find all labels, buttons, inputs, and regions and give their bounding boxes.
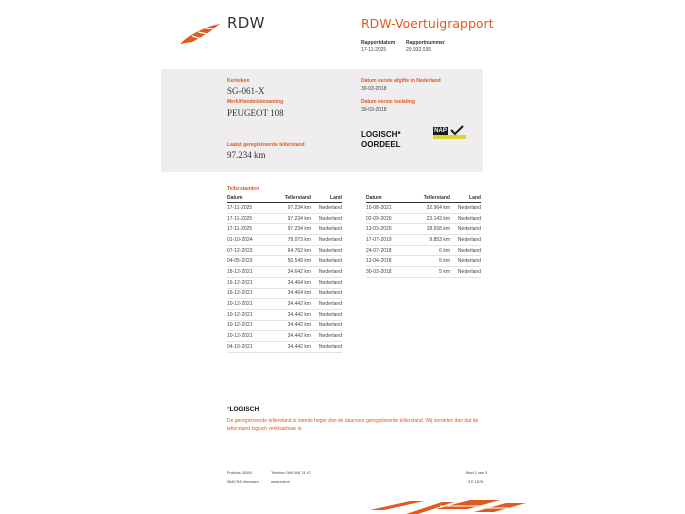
cell-reading: 34.464 km — [277, 277, 311, 288]
brand-label: Merk/Handelsbenaming — [227, 99, 284, 105]
cell-country: Nederland — [450, 245, 481, 256]
cell-date: 16-12-2021 — [227, 277, 277, 288]
cell-country: Nederland — [311, 235, 342, 246]
plate-label: Kenteken — [227, 78, 250, 84]
cell-date: 16-12-2021 — [227, 288, 277, 299]
cell-date: 10-12-2021 — [227, 309, 277, 320]
table-row — [366, 256, 481, 267]
table-row — [227, 299, 342, 310]
cell-reading: 34.442 km — [277, 320, 311, 331]
cell-date: 10-12-2021 — [227, 331, 277, 342]
cell-reading: 34.642 km — [277, 267, 311, 278]
cell-date: 24-07-2018 — [366, 245, 416, 256]
cell-reading: 34.464 km — [277, 288, 311, 299]
cell-country: Nederland — [311, 331, 342, 342]
table-row — [366, 245, 481, 256]
report-date-label: Rapportdatum — [361, 40, 396, 46]
check-icon — [449, 125, 465, 136]
table-row — [227, 309, 342, 320]
logo-text: RDW — [227, 14, 265, 32]
cell-date: 17-11-2025 — [227, 203, 277, 214]
cell-country: Nederland — [311, 277, 342, 288]
logisch-title — [227, 406, 259, 413]
report-number: 29.932.035 — [406, 47, 432, 53]
table-row — [227, 267, 342, 278]
cell-country: Nederland — [450, 256, 481, 267]
cell-reading: 18.558 km — [416, 224, 450, 235]
footer-code: 3 E 1678 — [468, 480, 484, 484]
cell-country: Nederland — [450, 213, 481, 224]
plate-value: SG-061-X — [227, 86, 265, 96]
col-reading: Tellerstand — [277, 194, 311, 203]
logisch-star: * — [227, 406, 230, 413]
cell-reading: 34.442 km — [277, 331, 311, 342]
table-row — [366, 203, 481, 214]
cell-reading: 97.234 km — [277, 224, 311, 235]
last-odo-label: Laatst geregistreerde tellerstand — [227, 142, 305, 148]
cell-reading: 97.234 km — [277, 213, 311, 224]
first-admission-value: 30-03-2018 — [361, 107, 387, 113]
report-title: RDW-Voertuigrapport — [361, 16, 494, 31]
cell-reading: 34.442 km — [277, 309, 311, 320]
report-number-label: Rapportnummer — [406, 40, 445, 46]
cell-date: 17-07-2019 — [366, 235, 416, 246]
table-row — [227, 256, 342, 267]
col-date: Datum — [227, 194, 277, 203]
verdict — [361, 130, 401, 150]
verdict-line1: LOGISCH* — [361, 130, 401, 139]
footer-city: 9640 RA Veendam — [227, 480, 259, 484]
footer-page: Blad 1 van 3 — [466, 471, 488, 475]
brand-value: PEUGEOT 108 — [227, 108, 284, 118]
table-row — [366, 213, 481, 224]
nap-badge-text: NAP — [434, 128, 447, 134]
rdw-logo-icon — [178, 22, 222, 46]
cell-reading: 9.853 km — [416, 235, 450, 246]
odometer-table-right — [366, 194, 481, 278]
cell-country: Nederland — [311, 213, 342, 224]
cell-country: Nederland — [311, 341, 342, 352]
cell-country: Nederland — [311, 256, 342, 267]
cell-date: 04-05-2023 — [227, 256, 277, 267]
last-odo-value: 97.234 km — [227, 150, 266, 160]
cell-country: Nederland — [311, 320, 342, 331]
cell-date: 17-11-2025 — [227, 213, 277, 224]
table-row — [227, 320, 342, 331]
cell-date: 07-12-2023 — [227, 245, 277, 256]
cell-date: 02-09-2020 — [366, 213, 416, 224]
table-row — [227, 245, 342, 256]
cell-reading: 78.073 km — [277, 235, 311, 246]
cell-reading: 97.234 km — [277, 203, 311, 214]
cell-country: Nederland — [311, 299, 342, 310]
table-row — [366, 224, 481, 235]
table-row — [227, 331, 342, 342]
cell-date: 10-12-2021 — [227, 299, 277, 310]
cell-country: Nederland — [450, 203, 481, 214]
col-date: Datum — [366, 194, 416, 203]
cell-country: Nederland — [311, 245, 342, 256]
odometer-section-title: Tellerstanden — [227, 186, 260, 192]
cell-reading: 34.442 km — [277, 299, 311, 310]
table-row — [227, 203, 342, 214]
first-nl-label: Datum eerste afgifte in Nederland — [361, 78, 441, 84]
table-row — [227, 277, 342, 288]
cell-reading: 56.549 km — [277, 256, 311, 267]
table-row — [227, 235, 342, 246]
cell-reading: 64.762 km — [277, 245, 311, 256]
table-row — [227, 224, 342, 235]
cell-country: Nederland — [311, 267, 342, 278]
table-row — [227, 341, 342, 352]
cell-country: Nederland — [450, 267, 481, 278]
cell-country: Nederland — [450, 224, 481, 235]
cell-date: 18-12-2021 — [227, 267, 277, 278]
first-admission-label: Datum eerste toelating — [361, 99, 415, 105]
odometer-table-left — [227, 194, 342, 353]
col-reading: Tellerstand — [416, 194, 450, 203]
logisch-title-text: LOGISCH — [229, 406, 260, 413]
cell-date: 17-11-2025 — [227, 224, 277, 235]
first-nl-value: 30-03-2018 — [361, 86, 387, 92]
vehicle-panel — [161, 69, 483, 172]
footer-website: www.rdw.nl — [271, 480, 290, 484]
table-row — [227, 213, 342, 224]
cell-country: Nederland — [311, 309, 342, 320]
cell-reading: 32.964 km — [416, 203, 450, 214]
table-row — [227, 288, 342, 299]
nap-badge-icon — [433, 127, 466, 139]
verdict-line2: OORDEEL — [361, 140, 401, 149]
report-date: 17-11-2025 — [361, 47, 387, 53]
cell-date: 10-12-2021 — [227, 320, 277, 331]
cell-reading: 6 km — [416, 245, 450, 256]
decorative-stripes-icon — [370, 497, 526, 514]
cell-reading: 34.442 km — [277, 341, 311, 352]
cell-date: 10-08-2021 — [366, 203, 416, 214]
cell-country: Nederland — [311, 288, 342, 299]
footer-postbus: Postbus 30000 — [227, 471, 253, 475]
cell-country: Nederland — [311, 224, 342, 235]
cell-date: 30-03-2018 — [366, 267, 416, 278]
table-row — [366, 267, 481, 278]
cell-reading: 23.143 km — [416, 213, 450, 224]
col-country: Land — [311, 194, 342, 203]
cell-date: 12-04-2018 — [366, 256, 416, 267]
cell-date: 04-10-2021 — [227, 341, 277, 352]
table-row — [366, 235, 481, 246]
cell-country: Nederland — [450, 235, 481, 246]
cell-reading: 5 km — [416, 256, 450, 267]
footer-phone: Telefoon 088 008 74 47 — [271, 471, 311, 475]
cell-date: 13-03-2020 — [366, 224, 416, 235]
cell-country: Nederland — [311, 203, 342, 214]
logisch-text: De geregistreerde tellerstand is steeds hoger dan de daarvoor geregistreerde tellerstand. Wij oordelen dan dat de tellerstand logisch verklaarbaar is. — [227, 418, 479, 432]
cell-date: 01-10-2024 — [227, 235, 277, 246]
col-country: Land — [450, 194, 481, 203]
cell-reading: 5 km — [416, 267, 450, 278]
